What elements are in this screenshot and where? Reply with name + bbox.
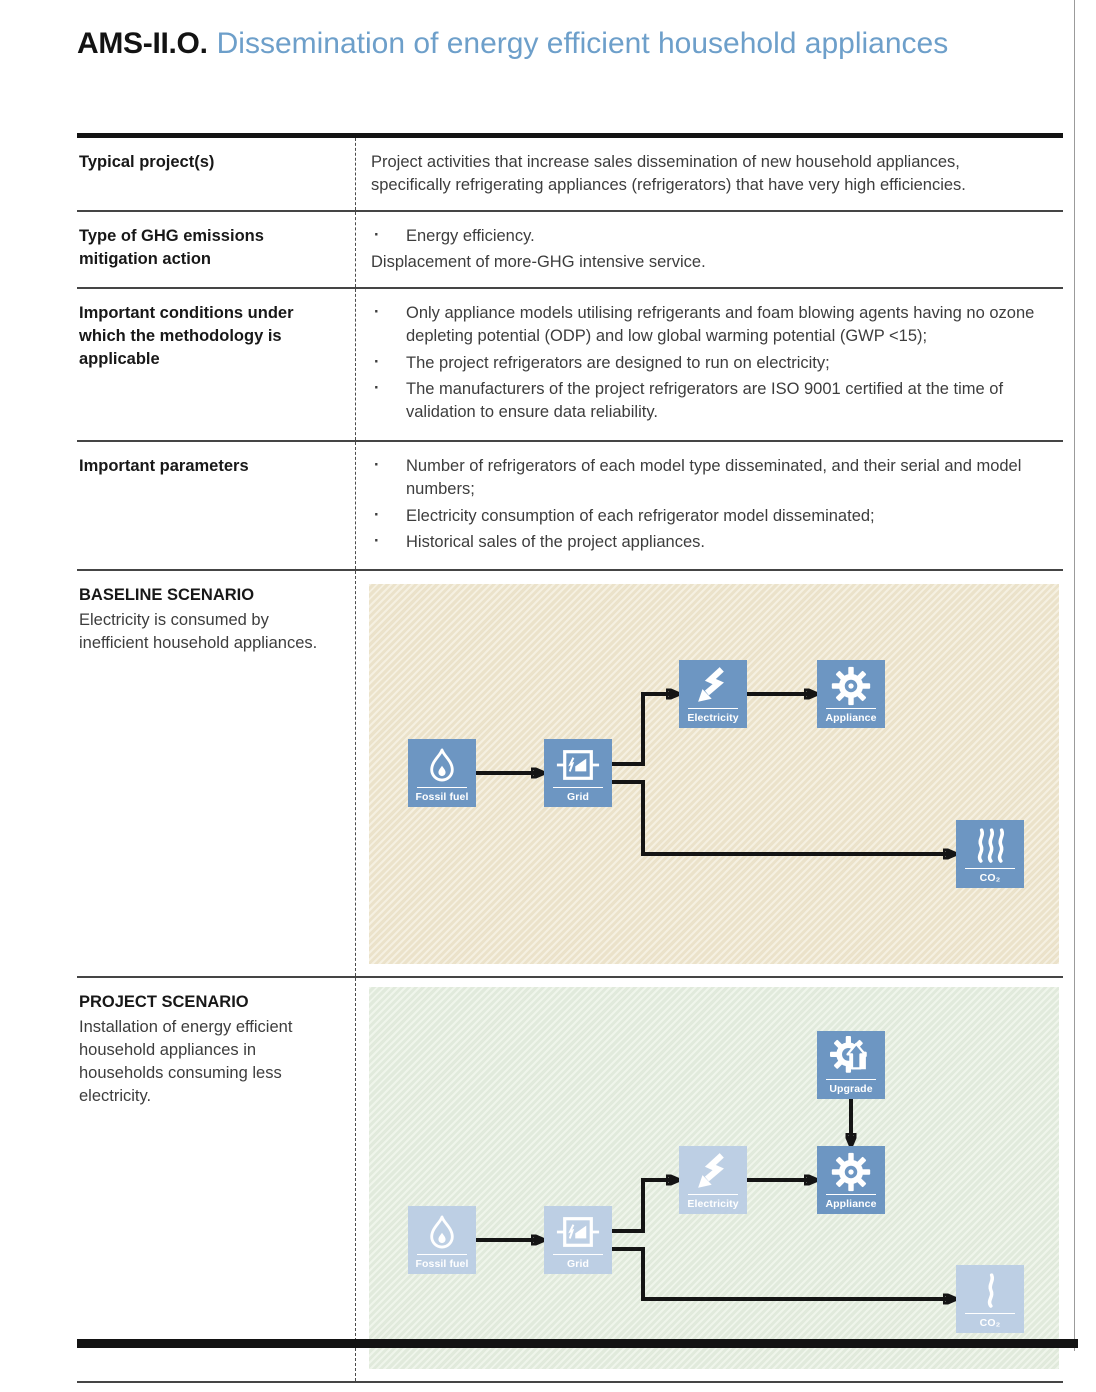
bullet-item: · The manufacturers of the project refrigerators are ISO 9001 certified at the time of validation to ensure data reliability. <box>371 378 1041 425</box>
divider <box>826 1194 876 1195</box>
bullet-item: · Historical sales of the project appliances. <box>371 531 1041 554</box>
methodology-code: AMS-II.O. <box>77 27 208 60</box>
gear-icon <box>831 663 871 708</box>
scenario-heading: PROJECT SCENARIO <box>79 993 249 1012</box>
node-electricity <box>679 660 747 728</box>
divider <box>826 708 876 709</box>
scenario-description: Electricity is consumed by inefficient household appliances. <box>79 610 318 652</box>
table-row-baseline-scenario <box>77 571 1063 978</box>
row-content <box>355 212 1063 287</box>
row-label: Type of GHG emissions mitigation action <box>79 226 264 268</box>
summary-table <box>77 133 1063 1383</box>
row-content <box>355 571 1063 976</box>
gear-icon <box>831 1149 871 1194</box>
divider <box>417 1254 467 1255</box>
row-content <box>355 978 1063 1381</box>
paragraph: Displacement of more-GHG intensive service. <box>371 253 706 272</box>
node-label: Grid <box>567 791 589 804</box>
node-electricity <box>679 1146 747 1214</box>
node-fossil-fuel <box>408 739 476 807</box>
row-label <box>77 978 355 1381</box>
project-diagram <box>369 987 1059 1369</box>
baseline-diagram <box>369 584 1059 964</box>
flame-icon <box>423 1209 461 1254</box>
lightning-arrow-icon <box>692 663 734 708</box>
table-row-project-scenario <box>77 978 1063 1383</box>
gear-upgrade-icon <box>830 1034 872 1079</box>
divider <box>417 787 467 788</box>
power-plant-icon <box>556 1209 600 1254</box>
row-label <box>77 571 355 976</box>
node-co2 <box>956 1265 1024 1333</box>
power-plant-icon <box>556 742 600 787</box>
bullet-list <box>371 225 1041 248</box>
divider <box>965 868 1015 869</box>
paragraph: Project activities that increase sales dissemination of new household appliances, specifically refrigerating appliances (refrigerators) that have very high efficiencies. <box>371 153 966 195</box>
node-co2 <box>956 820 1024 888</box>
divider <box>965 1313 1015 1314</box>
node-label: Electricity <box>687 1198 739 1211</box>
bullet-item: · Energy efficiency. <box>371 225 1041 248</box>
divider <box>553 787 603 788</box>
row-content <box>355 442 1063 570</box>
node-grid <box>544 739 612 807</box>
node-label: Fossil fuel <box>415 791 469 804</box>
row-label: Important conditions under which the methodology is applicable <box>79 303 294 368</box>
bullet-item: · The project refrigerators are designed to run on electricity; <box>371 352 1041 375</box>
divider <box>826 1079 876 1080</box>
node-label: Electricity <box>687 712 739 725</box>
divider <box>688 708 738 709</box>
scenario-heading: BASELINE SCENARIO <box>79 586 255 605</box>
node-label: Fossil fuel <box>415 1258 469 1271</box>
smoke-single-icon <box>970 1268 1010 1313</box>
row-label: Important parameters <box>79 456 249 475</box>
lightning-arrow-icon <box>692 1149 734 1194</box>
node-label: CO₂ <box>979 872 1001 885</box>
table-row-ghg-mitigation <box>77 212 1063 289</box>
methodology-name: Dissemination of energy efficient household appliances <box>216 27 949 60</box>
page-right-edge <box>1074 0 1075 1351</box>
footer-rule <box>77 1339 1078 1348</box>
row-content <box>355 138 1063 210</box>
divider <box>553 1254 603 1255</box>
smoke-icon <box>970 823 1010 868</box>
table-row-parameters <box>77 442 1063 572</box>
bullet-item: · Number of refrigerators of each model type disseminated, and their serial and model numbers; <box>371 455 1041 502</box>
scenario-description: Installation of energy efficient household appliances in households consuming less electricity. <box>79 1017 293 1105</box>
node-label: Appliance <box>825 1198 877 1211</box>
divider <box>688 1194 738 1195</box>
page-title <box>77 26 948 62</box>
node-label: Grid <box>567 1258 589 1271</box>
row-label: Typical project(s) <box>79 153 215 171</box>
node-upgrade <box>817 1031 885 1099</box>
table-row-typical-projects <box>77 138 1063 212</box>
node-grid <box>544 1206 612 1274</box>
flame-icon <box>423 742 461 787</box>
bullet-item: · Only appliance models utilising refrigerants and foam blowing agents having no ozone depleting potential (ODP) and low global warming potential (GWP <15); <box>371 302 1041 349</box>
node-label: Appliance <box>825 712 877 725</box>
node-label: CO₂ <box>979 1317 1001 1330</box>
bullet-item: · Electricity consumption of each refrigerator model disseminated; <box>371 505 1041 528</box>
node-label: Upgrade <box>829 1083 873 1096</box>
node-appliance <box>817 1146 885 1214</box>
table-row-conditions <box>77 289 1063 442</box>
node-appliance <box>817 660 885 728</box>
row-content <box>355 289 1063 440</box>
bullet-list <box>371 455 1041 555</box>
bullet-list <box>371 302 1041 425</box>
node-fossil-fuel <box>408 1206 476 1274</box>
